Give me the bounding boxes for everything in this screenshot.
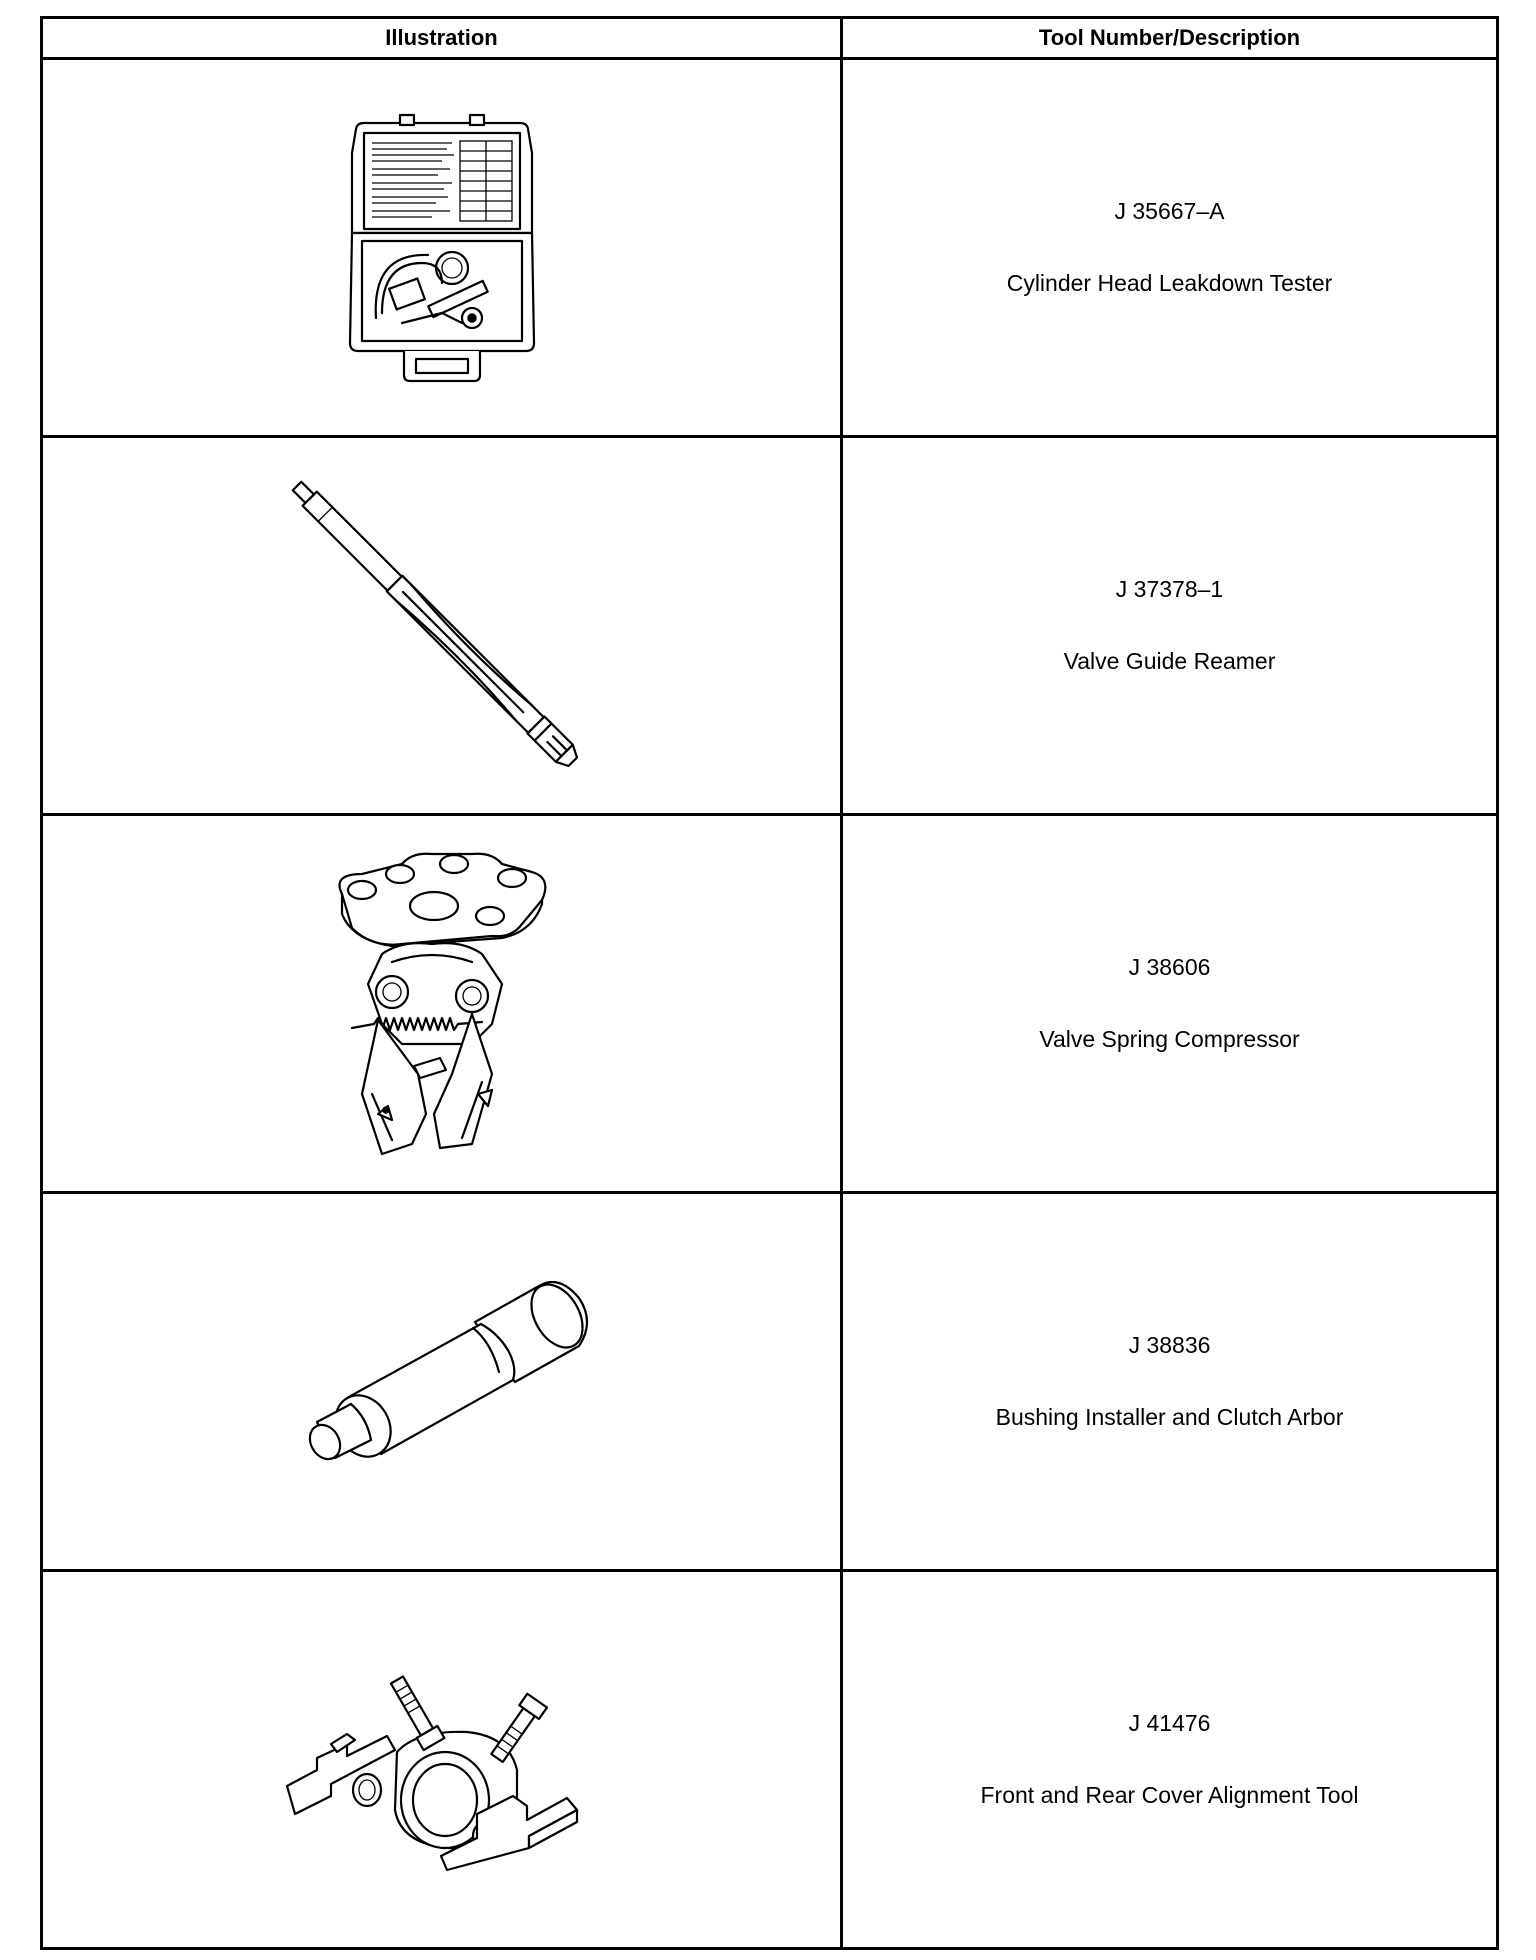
- tool-description-cell: [842, 1571, 1498, 1949]
- table-row: [42, 437, 1498, 815]
- valve-guide-reamer-icon: [277, 466, 607, 786]
- tool-number: J 35667–A: [1114, 197, 1225, 224]
- illustration-cell: [42, 59, 842, 437]
- tool-number: J 41476: [1128, 1709, 1211, 1736]
- illustration-cell: [42, 437, 842, 815]
- bushing-installer-icon: [277, 1272, 607, 1492]
- valve-spring-compressor-icon: [322, 844, 562, 1164]
- tool-description: Front and Rear Cover Alignment Tool: [980, 1781, 1359, 1808]
- header-illustration: Illustration: [42, 18, 842, 59]
- table-row: [42, 59, 1498, 437]
- tool-description: Cylinder Head Leakdown Tester: [1006, 269, 1333, 296]
- header-tool-number-description: Tool Number/Description: [842, 18, 1498, 59]
- table-row: [42, 1571, 1498, 1949]
- illustration-cell: [42, 1193, 842, 1571]
- tool-number: J 37378–1: [1115, 575, 1224, 602]
- tool-description-cell: [842, 59, 1498, 437]
- special-tools-table: [40, 16, 1499, 1950]
- tool-description: Valve Guide Reamer: [1063, 647, 1276, 674]
- illustration-cell: [42, 815, 842, 1193]
- tool-description-cell: [842, 815, 1498, 1193]
- table-row: [42, 815, 1498, 1193]
- tool-description-cell: [842, 437, 1498, 815]
- tool-description-cell: [842, 1193, 1498, 1571]
- tool-number: J 38606: [1128, 953, 1211, 980]
- cover-alignment-tool-icon: [277, 1640, 607, 1880]
- tool-description: Valve Spring Compressor: [1039, 1025, 1300, 1052]
- table-row: [42, 1193, 1498, 1571]
- tool-description: Bushing Installer and Clutch Arbor: [995, 1403, 1344, 1430]
- illustration-cell: [42, 1571, 842, 1949]
- leakdown-tester-kit-icon: [342, 113, 542, 383]
- tool-number: J 38836: [1128, 1331, 1211, 1358]
- table-header-row: [42, 18, 1498, 59]
